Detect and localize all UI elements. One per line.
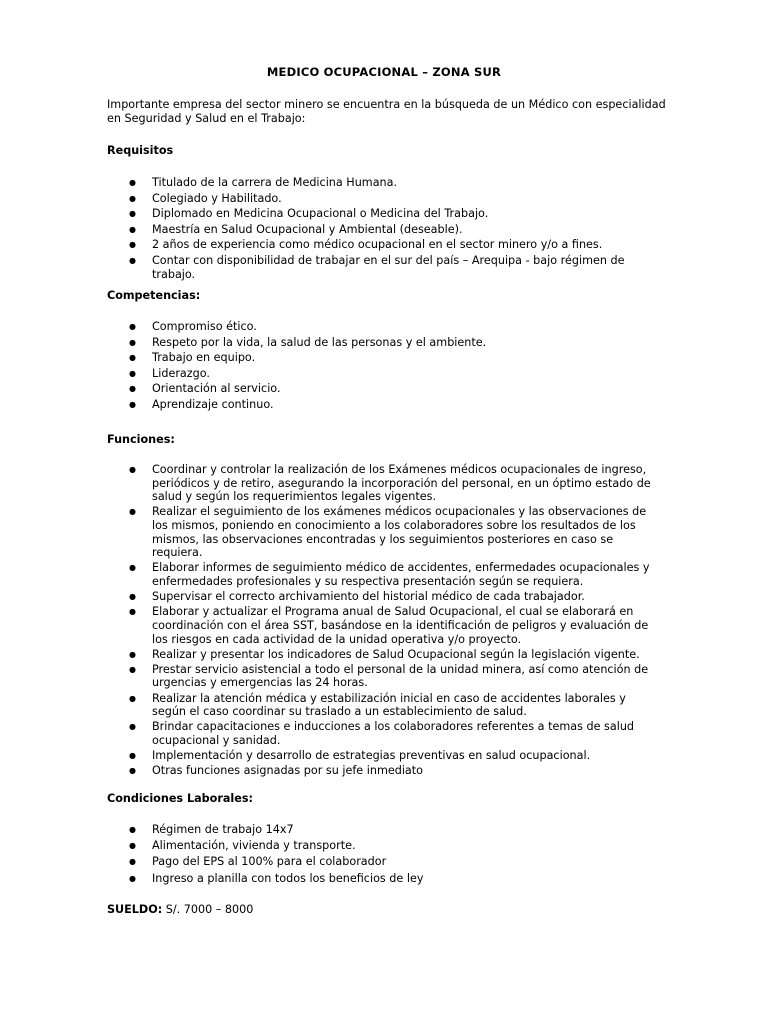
requisitos-heading: Requisitos bbox=[107, 144, 174, 157]
list-item: ● Aprendizaje continuo. bbox=[0, 398, 662, 412]
list-item: ● Titulado de la carrera de Medicina Humana. bbox=[0, 176, 662, 190]
list-item: ● Maestría en Salud Ocupacional y Ambiental (deseable). bbox=[0, 223, 662, 237]
requisitos-list bbox=[0, 176, 662, 283]
salary-line bbox=[107, 903, 253, 917]
list-item: ● Colegiado y Habilitado. bbox=[0, 192, 662, 206]
list-item: ● Realizar la atención médica y estabilización inicial en caso de accidentes laborales y según el caso coordinar su traslado a un establecimiento de salud. bbox=[0, 692, 662, 719]
list-item: ● Coordinar y controlar la realización de los Exámenes médicos ocupacionales de ingreso, periódicos y de retiro, asegurando la incorporación del personal, en un óptimo estado de salud y según los requerimientos legales vigentes. bbox=[0, 463, 662, 504]
list-item: ● Supervisar el correcto archivamiento del historial médico de cada trabajador. bbox=[0, 590, 662, 604]
list-item: ● Otras funciones asignadas por su jefe inmediato bbox=[0, 764, 662, 778]
list-item: ● Trabajo en equipo. bbox=[0, 351, 662, 365]
list-item: ● Elaborar informes de seguimiento médico de accidentes, enfermedades ocupacionales y enfermedades profesionales y su respectiva presentación según se requiera. bbox=[0, 561, 662, 588]
list-item: ● Ingreso a planilla con todos los beneficios de ley bbox=[0, 872, 662, 886]
list-item: ● Orientación al servicio. bbox=[0, 382, 662, 396]
list-item: ● Compromiso ético. bbox=[0, 320, 662, 334]
list-item: ● Implementación y desarrollo de estrategias preventivas en salud ocupacional. bbox=[0, 749, 662, 763]
list-item: ● Prestar servicio asistencial a todo el personal de la unidad minera, así como atención de urgencias y emergencias las 24 horas. bbox=[0, 663, 662, 690]
list-item: ● Pago del EPS al 100% para el colaborador bbox=[0, 855, 662, 869]
list-item: ● Elaborar y actualizar el Programa anual de Salud Ocupacional, el cual se elaborará en coordinación con el área SST, basándose en la identificación de peligros y evaluación de los riesgos en cada actividad de la unidad operativa y/o proyecto. bbox=[0, 605, 662, 646]
competencias-heading: Competencias: bbox=[107, 289, 201, 302]
condiciones-heading: Condiciones Laborales: bbox=[107, 792, 253, 805]
list-item: ● Alimentación, vivienda y transporte. bbox=[0, 839, 662, 853]
funciones-list bbox=[0, 463, 662, 780]
intro-paragraph: Importante empresa del sector minero se encuentra en la búsqueda de un Médico con especialidad en Seguridad y Salud en el Trabajo: bbox=[107, 98, 666, 125]
salary-label: SUELDO: bbox=[107, 903, 163, 916]
list-item: ● 2 años de experiencia como médico ocupacional en el sector minero y/o a fines. bbox=[0, 238, 662, 252]
document-title: MEDICO OCUPACIONAL – ZONA SUR bbox=[266, 65, 502, 79]
list-item: ● Diplomado en Medicina Ocupacional o Medicina del Trabajo. bbox=[0, 207, 662, 221]
salary-value: S/. 7000 – 8000 bbox=[165, 903, 254, 916]
list-item: ● Brindar capacitaciones e inducciones a los colaboradores referentes a temas de salud ocupacional y sanidad. bbox=[0, 720, 662, 747]
list-item: ● Liderazgo. bbox=[0, 367, 662, 381]
competencias-list bbox=[0, 320, 662, 414]
list-item: ● Régimen de trabajo 14x7 bbox=[0, 823, 662, 837]
list-item: ● Realizar el seguimiento de los exámenes médicos ocupacionales y las observaciones de los mismos, poniendo en conocimiento a los colaboradores sobre los resultados de los mismos, las observaciones encontradas y los seguimientos posteriores en caso se requiera. bbox=[0, 505, 662, 559]
list-item: ● Respeto por la vida, la salud de las personas y el ambiente. bbox=[0, 336, 662, 350]
list-item: ● Contar con disponibilidad de trabajar en el sur del país – Arequipa - bajo régimen de trabajo. bbox=[0, 254, 662, 281]
list-item: ● Realizar y presentar los indicadores de Salud Ocupacional según la legislación vigente. bbox=[0, 648, 662, 662]
condiciones-list bbox=[0, 823, 662, 888]
funciones-heading: Funciones: bbox=[107, 433, 175, 446]
